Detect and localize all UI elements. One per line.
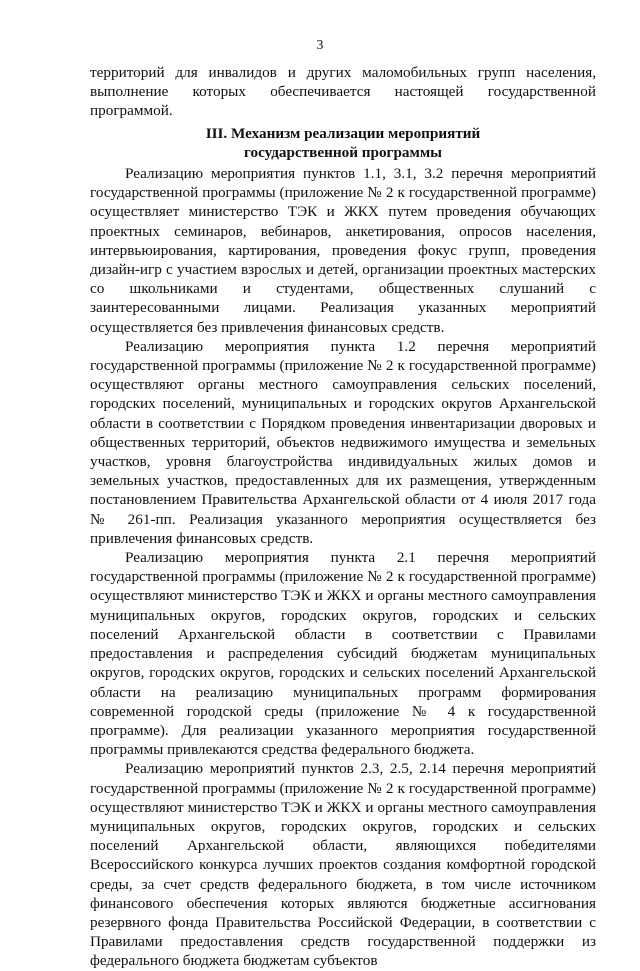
document-body [90,63,596,971]
paragraph-1: Реализацию мероприятия пунктов 1.1, 3.1, 3.2 перечня мероприятий государственной программы (приложение № 2 к государственной программе) осуществляет министерство ТЭК и ЖКХ путем проведения обучающих проектных семинаров, вебинаров, анкетирования, опросов населения, интервьюирования, картирования, проведения фокус групп, проведения дизайн-игр с участием взрослых и детей, организации проектных мастерских со школьниками и студентами, общественных слушаний с заинтересованными лицами. Реализация указанных мероприятий осуществляется без привлечения финансовых средств. [90,165,596,336]
paragraph-2: Реализацию мероприятия пункта 1.2 перечня мероприятий государственной программы (приложение № 2 к государственной программе) осуществляют органы местного самоуправления сельских поселений, городских поселений, муниципальных и городских округов Архангельской области в соответствии с Порядком проведения инвентаризации дворовых и общественных территорий, объектов недвижимого имущества и земельных участков, уровня благоустройства индивидуальных жилых домов и земельных участков, предоставленных для их размещения, утвержденным постановлением Правительства Архангельской области от 4 июля 2017 года № 261-пп. Реализация указанного мероприятия осуществляется без привлечения финансовых средств. [90,337,596,547]
paragraph-3: Реализацию мероприятия пункта 2.1 перечня мероприятий государственной программы (приложение № 2 к государственной программе) осуществляют министерство ТЭК и ЖКХ и органы местного самоуправления муниципальных округов, городских округов, городских и сельских поселений Архангельской области в соответствии с Правилами предоставления и распределения субсидий бюджетам муниципальных округов, городских округов, городских и сельских поселений Архангельской области на реализацию муниципальных программ формирования современной городской среды (приложение № 4 к государственной программе). Для реализации указанного мероприятия государственной программы привлекаются средства федерального бюджета. [90,549,596,759]
section-heading [90,124,596,162]
section-heading-line-2: государственной программы [243,143,443,161]
paragraph-4: Реализацию мероприятий пунктов 2.3, 2.5, 2.14 перечня мероприятий государственной программы (приложение № 2 к государственной программе) осуществляют министерство ТЭК и ЖКХ и органы местного самоуправления муниципальных округов, городских округов, городских и сельских поселений Архангельской области, являющихся победителями Всероссийского конкурса лучших проектов создания комфортной городской среды, за счет средств федерального бюджета, в том числе источником финансового обеспечения которых являются бюджетные ассигнования резервного фонда Правительства Российской Федерации, в соответствии с Правилами предоставления средств государственной поддержки из федерального бюджета бюджетам субъектов [90,760,596,970]
intro-paragraph: территорий для инвалидов и других маломобильных групп населения, выполнение которых обеспечивается настоящей государственной программой. [90,64,596,120]
page-number: 3 [316,37,324,52]
section-heading-line-1: III. Механизм реализации мероприятий [205,124,481,142]
